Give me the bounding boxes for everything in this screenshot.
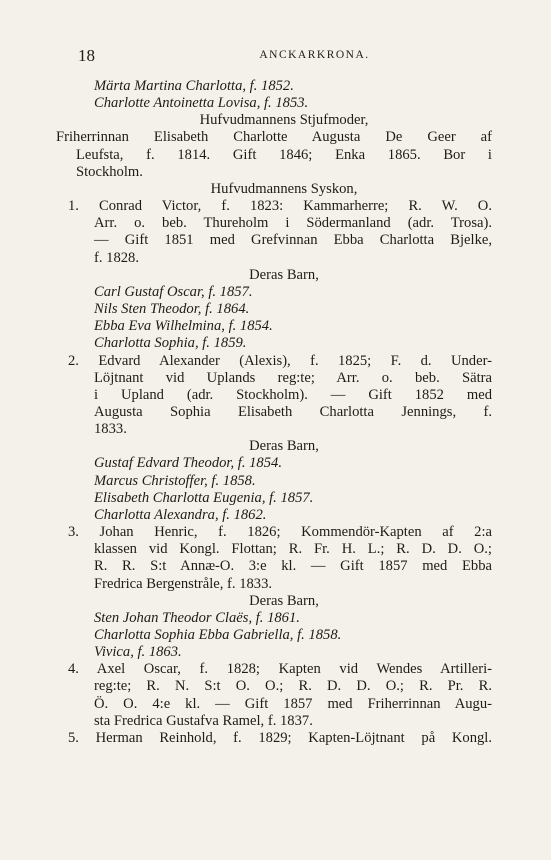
genealogy-text — [56, 78, 492, 747]
text-line: Carl Gustaf Oscar, f. 1857. — [94, 283, 253, 300]
text-line: Fredrica Bergenstråle, f. 1833. — [94, 575, 273, 592]
text-line: 2. Edvard Alexander (Alexis), f. 1825; F. d. Under- — [68, 352, 492, 369]
text-line: Charlotta Sophia, f. 1859. — [94, 335, 247, 352]
text-line: Stockholm. — [76, 163, 143, 180]
text-line: Ö. O. 4:e kl. — Gift 1857 med Friherrinnan Augu- — [94, 695, 492, 712]
text-line: Charlotte Antoinetta Lovisa, f. 1853. — [94, 95, 309, 112]
text-line: f. 1828. — [94, 249, 139, 266]
text-line: — Gift 1851 med Grefvinnan Ebba Charlotta Bjelke, — [94, 232, 492, 249]
text-line: 5. Herman Reinhold, f. 1829; Kapten-Löjtnant på Kongl. — [68, 729, 492, 746]
text-line: R. R. S:t Annæ-O. 3:e kl. — Gift 1857 med Ebba — [94, 558, 492, 575]
text-line: reg:te; R. N. S:t O. O.; R. D. D. O.; R. Pr. R. — [94, 678, 492, 695]
text-line: Elisabeth Charlotta Eugenia, f. 1857. — [94, 489, 314, 506]
page-header — [78, 46, 491, 70]
text-line: klassen vid Kongl. Flottan; R. Fr. H. L.; R. D. D. O.; — [94, 541, 492, 558]
text-line: Friherrinnan Elisabeth Charlotte Augusta De Geer af — [56, 129, 492, 146]
text-line: 3. Johan Henric, f. 1826; Kommendör-Kapten af 2:a — [68, 524, 492, 541]
text-line: Ebba Eva Wilhelmina, f. 1854. — [94, 318, 273, 335]
text-line: Löjtnant vid Uplands reg:te; Arr. o. beb. Sätra — [94, 369, 492, 386]
text-line: Gustaf Edvard Theodor, f. 1854. — [94, 455, 282, 472]
text-line: Hufvudmannens Syskon, — [210, 180, 358, 197]
text-line: Nils Sten Theodor, f. 1864. — [94, 301, 250, 318]
text-line: Vivica, f. 1863. — [94, 644, 182, 661]
text-line: Märta Martina Charlotta, f. 1852. — [94, 78, 294, 94]
running-head: ANCKARKRONA. — [259, 49, 370, 61]
text-line: 1833. — [94, 421, 127, 438]
text-line: Charlotta Alexandra, f. 1862. — [94, 506, 267, 523]
text-line: Leufsta, f. 1814. Gift 1846; Enka 1865. Bor i — [76, 146, 492, 163]
text-line: Marcus Christoffer, f. 1858. — [94, 472, 256, 489]
text-line: 4. Axel Oscar, f. 1828; Kapten vid Wendes Artilleri- — [68, 661, 492, 678]
text-line: Charlotta Sophia Ebba Gabriella, f. 1858. — [94, 627, 342, 643]
text-line: Arr. o. beb. Thureholm i Södermanland (adr. Trosa). — [94, 215, 492, 232]
text-line: Augusta Sophia Elisabeth Charlotta Jennings, f. — [94, 403, 492, 420]
text-line: sta Fredrica Gustafva Ramel, f. 1837. — [94, 712, 313, 729]
text-line: Hufvudmannens Stjufmoder, — [199, 112, 369, 129]
page-number: 18 — [78, 46, 95, 65]
text-line: Deras Barn, — [249, 438, 319, 455]
text-line: Deras Barn, — [249, 592, 319, 609]
text-line: Deras Barn, — [249, 266, 319, 283]
text-line: i Upland (adr. Stockholm). — Gift 1852 med — [94, 386, 492, 403]
text-line: Sten Johan Theodor Claës, f. 1861. — [94, 609, 300, 626]
text-line: 1. Conrad Victor, f. 1823: Kammarherre; R. W. O. — [68, 198, 492, 215]
